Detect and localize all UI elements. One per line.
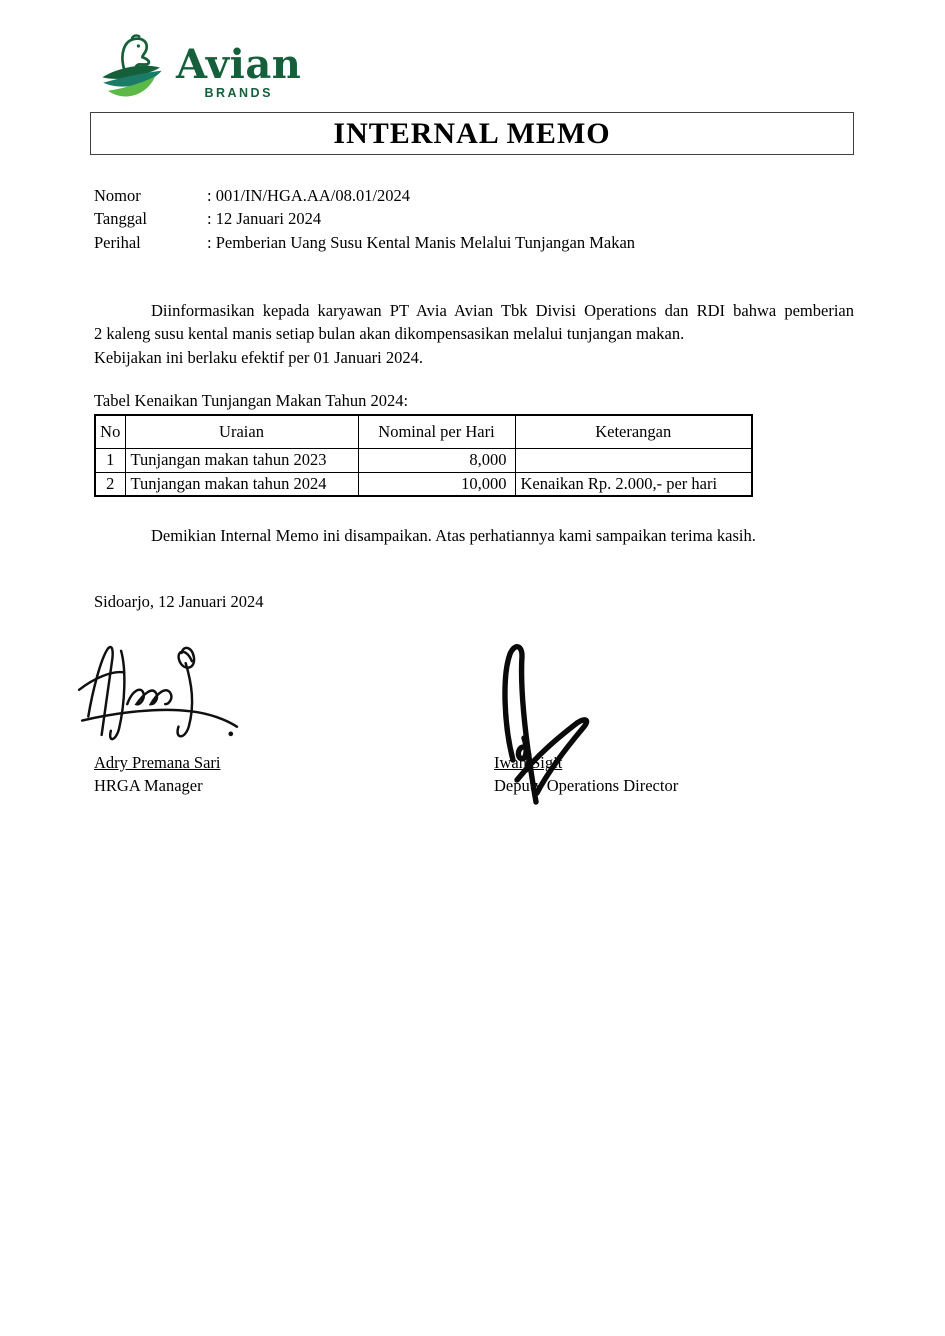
signer-title: HRGA Manager xyxy=(94,776,203,796)
memo-body xyxy=(94,299,854,369)
cell-keterangan xyxy=(515,448,752,472)
cell-nominal: 10,000 xyxy=(358,472,515,496)
allowance-table xyxy=(94,414,753,497)
cell-no: 1 xyxy=(95,448,125,472)
table-row xyxy=(95,472,752,496)
body-line: Diinformasikan kepada karyawan PT Avia Avian Tbk Divisi Operations dan RDI bahwa pemberian xyxy=(151,301,854,320)
cell-uraian: Tunjangan makan tahun 2023 xyxy=(125,448,358,472)
memo-title: INTERNAL MEMO xyxy=(333,116,611,150)
meta-value: : 001/IN/HGA.AA/08.01/2024 xyxy=(207,186,411,205)
table-header-row xyxy=(95,415,752,448)
cell-uraian: Tunjangan makan tahun 2024 xyxy=(125,472,358,496)
signer-name: Iwan Sigit xyxy=(494,753,563,772)
table-row xyxy=(95,448,752,472)
company-logo xyxy=(96,34,301,106)
meta-row-tanggal xyxy=(94,207,635,230)
meta-label: Tanggal xyxy=(94,209,147,229)
cell-keterangan: Kenaikan Rp. 2.000,- per hari xyxy=(515,472,752,496)
meta-row-perihal xyxy=(94,231,635,254)
header-uraian: Uraian xyxy=(125,415,358,448)
signature-adry-premana-sari xyxy=(76,640,240,756)
brand-name: Avian xyxy=(176,40,302,88)
meta-value: : 12 Januari 2024 xyxy=(207,209,322,229)
header-nominal: Nominal per Hari xyxy=(358,415,515,448)
signer-title: Deputy Operations Director xyxy=(494,776,679,796)
memo-meta xyxy=(94,184,635,254)
brand-tagline: BRANDS xyxy=(204,85,273,100)
closing-paragraph: Demikian Internal Memo ini disampaikan. Atas perhatiannya kami sampaikan terima kasih. xyxy=(151,526,756,545)
meta-label: Nomor xyxy=(94,186,141,205)
place-date: Sidoarjo, 12 Januari 2024 xyxy=(94,592,264,611)
body-line: 2 kaleng susu kental manis setiap bulan akan dikompensasikan melalui tunjangan makan. xyxy=(94,324,685,344)
header-no: No xyxy=(95,415,125,448)
logo-text xyxy=(176,40,302,100)
meta-row-nomor xyxy=(94,184,635,207)
signer-name: Adry Premana Sari xyxy=(94,753,221,772)
signer-left xyxy=(94,751,220,798)
memo-title-box xyxy=(90,112,854,155)
table-caption: Tabel Kenaikan Tunjangan Makan Tahun 2024: xyxy=(94,391,409,410)
meta-label: Perihal xyxy=(94,232,141,252)
cell-nominal: 8,000 xyxy=(358,448,515,472)
body-line: Kebijakan ini berlaku efektif per 01 Januari 2024. xyxy=(94,347,423,367)
avian-duck-logo-icon xyxy=(96,34,168,106)
meta-value: : Pemberian Uang Susu Kental Manis Melalui Tunjangan Makan xyxy=(207,232,636,252)
signer-right xyxy=(494,751,678,798)
cell-no: 2 xyxy=(95,472,125,496)
header-keterangan: Keterangan xyxy=(515,415,752,448)
